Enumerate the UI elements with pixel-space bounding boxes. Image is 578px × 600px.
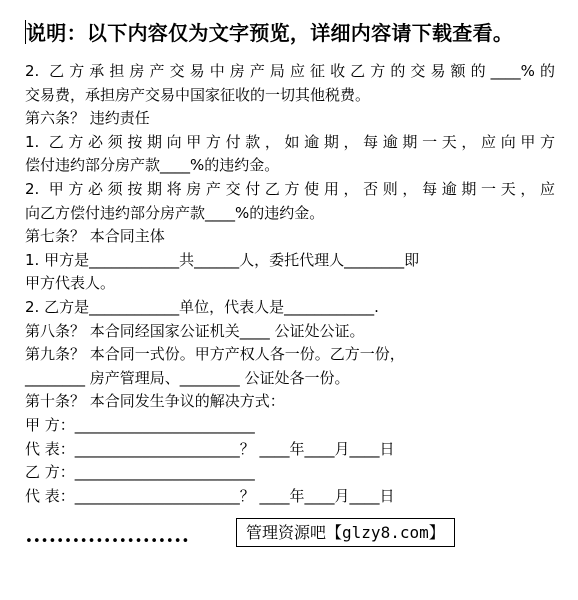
doc-line: 2. 乙方承担房产交易中房产局应征收乙方的交易额的____%的 [25,62,555,80]
doc-line: 2. 甲方必须按期将房产交付乙方使用，否则，每逾期一天，应 [25,179,555,198]
section-heading: 第八条？ 本合同经国家公证机关____ 公证处公证。 [25,321,365,340]
signature-line: 乙 方：________________________ [25,463,255,482]
doc-line: 向乙方偿付违约部分房产款____%的违约金。 [25,203,325,222]
doc-line: 1. 乙方必须按期向甲方付款，如逾期，每逾期一天，应向甲方 [25,132,555,151]
signature-line: 代 表：______________________？ ____年____月____日 [25,486,395,505]
preview-notice: 说明：以下内容仅为文字预览，详细内容请下载查看。 [26,21,514,45]
document-body [25,60,555,508]
doc-line: ________ 房产管理局、________ 公证处各一份。 [25,368,350,387]
watermark-banner [236,518,455,547]
doc-line: 1. 甲方是____________共______人，委托代理人________即 [25,250,420,269]
banner-label: 管理资源吧 [246,523,327,542]
banner-domain: glzy8.com [342,523,429,542]
section-heading: 第九条？ 本合同一式份。甲方产权人各一份。乙方一份， [25,345,405,364]
doc-line: 偿付违约部分房产款____%的违约金。 [25,156,280,175]
dotted-separator: ••••••••••••••••••••• [25,534,190,549]
signature-line: 代 表：______________________？ ____年____月____日 [25,439,395,458]
banner-bracket-close: 】 [428,523,445,542]
doc-line: 2. 乙方是____________单位，代表人是____________. [25,297,379,316]
banner-bracket-open: 【 [326,523,343,542]
doc-line: 甲方代表人。 [25,274,116,293]
doc-line: 交易费，承担房产交易中国家征收的一切其他税费。 [25,85,371,104]
signature-line: 甲 方：________________________ [25,415,255,434]
section-heading: 第十条？ 本合同发生争议的解决方式： [25,392,285,411]
section-heading: 第六条？ 违约责任 [25,109,150,128]
section-heading: 第七条？ 本合同主体 [25,227,165,246]
